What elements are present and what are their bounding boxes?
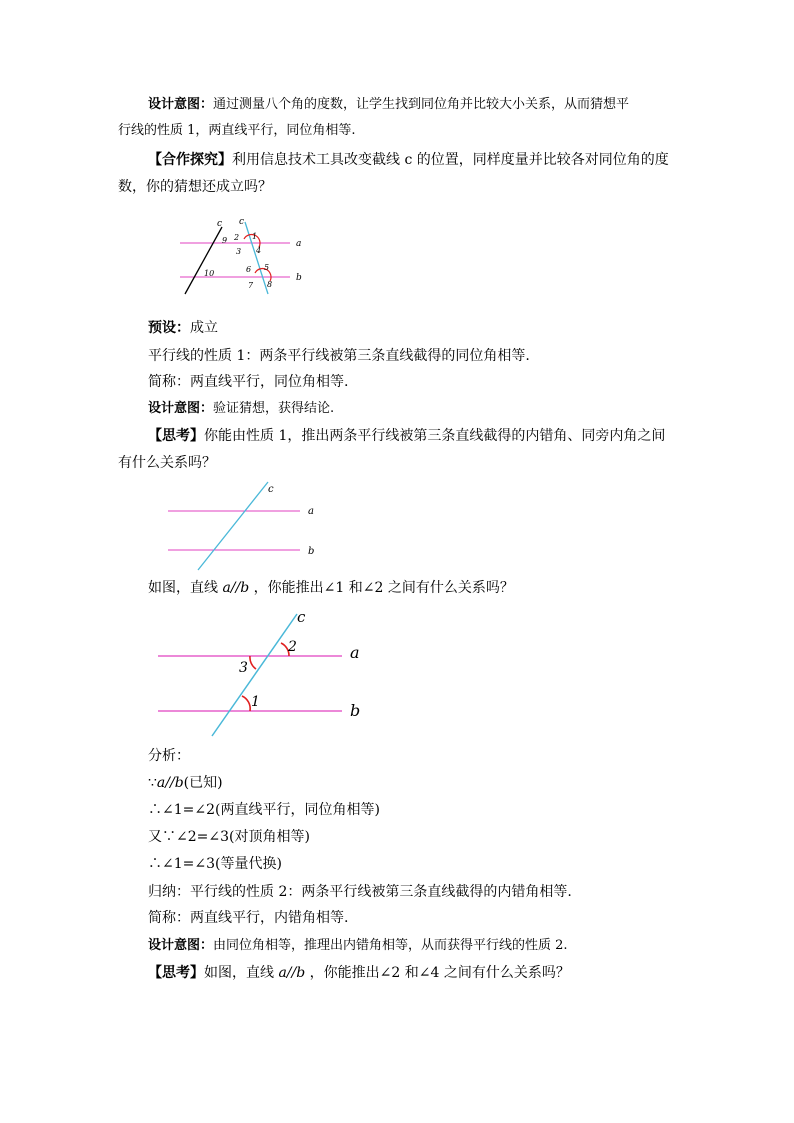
- preset-text: 成立: [190, 320, 218, 336]
- design-intent-text: 通过测量八个角的度数，让学生找到同位角并比较大小关系，从而猜想平: [213, 97, 630, 112]
- angle-arc-1: [242, 696, 250, 711]
- design-intent-label: 设计意图：: [148, 97, 214, 112]
- fig1-label: 5: [264, 263, 270, 272]
- parallel-notation: a//b: [222, 580, 250, 596]
- fig3-label: 1: [251, 694, 260, 710]
- think-2: [148, 963, 570, 983]
- fig3-label: b: [350, 701, 361, 720]
- preset-answer: [148, 318, 218, 338]
- preset-label: 预设：: [148, 320, 190, 336]
- because-symbol: ∵: [148, 775, 157, 791]
- fig3-label: a: [350, 643, 360, 662]
- fig1-label: 7: [248, 281, 254, 290]
- design-intent-text: 验证猜想，获得结论.: [213, 401, 335, 416]
- fig3-label: 3: [239, 660, 248, 676]
- design-intent-1-cont: 行线的性质 1，两直线平行，同位角相等.: [118, 123, 356, 138]
- think-text: 如图，直线: [204, 965, 279, 981]
- fig3-label: c: [297, 608, 306, 626]
- cooperative-inquiry-label: 【合作探究】: [148, 152, 232, 168]
- design-intent-label: 设计意图：: [148, 938, 214, 953]
- figure-two-transversals: [170, 212, 320, 302]
- think-label: 【思考】: [148, 965, 204, 981]
- think-text: 你能由性质 1，推出两条平行线被第三条直线截得的内错角、同旁内角之间: [204, 428, 666, 444]
- angle-arc-3: [250, 656, 256, 669]
- figure-parallel-transversal: [160, 478, 330, 574]
- property-1: 平行线的性质 1：两条平行线被第三条直线截得的同位角相等.: [148, 348, 530, 364]
- fig1-label: 3: [236, 247, 242, 256]
- fig1-label: 10: [204, 269, 215, 278]
- parallel-notation: a//b: [278, 965, 306, 981]
- design-intent-text: 由同位角相等，推理出内错角相等，从而获得平行线的性质 2.: [213, 938, 568, 953]
- fig1-label: b: [296, 273, 302, 283]
- fig1-label: 2: [234, 233, 240, 242]
- parallel-notation: a//b: [156, 775, 184, 791]
- analysis-title: 分析：: [148, 748, 190, 764]
- cooperative-inquiry: [148, 150, 669, 170]
- transversal-c: [212, 614, 297, 736]
- fig3-label: 2: [288, 639, 297, 655]
- question-text: 如图，直线: [148, 580, 223, 596]
- figure-angles-1-2-3: [150, 608, 380, 743]
- property-1-short: 简称：两直线平行，同位角相等.: [148, 374, 349, 390]
- design-intent-2: [148, 399, 334, 419]
- cooperative-inquiry-cont: 数，你的猜想还成立吗？: [118, 179, 272, 195]
- think-text: ，你能推出∠2 和∠4 之间有什么关系吗？: [305, 965, 570, 981]
- fig1-label: 1: [252, 232, 258, 241]
- property-2-short: 简称：两直线平行，内错角相等.: [148, 910, 349, 926]
- fig1-label: 6: [246, 265, 252, 274]
- analysis-line-2: ∴∠1=∠2(两直线平行，同位角相等): [148, 802, 380, 818]
- analysis-line-1: [148, 773, 223, 793]
- analysis-reason: (已知): [183, 775, 223, 791]
- design-intent-1: [148, 95, 629, 115]
- analysis-line-4: ∴∠1=∠3(等量代换): [148, 856, 282, 872]
- design-intent-3: [148, 936, 568, 956]
- fig1-label: 8: [267, 280, 273, 289]
- fig1-label: c: [239, 217, 245, 227]
- fig1-label: 4: [256, 246, 262, 255]
- transversal-c-left: [185, 227, 222, 294]
- fig2-label: b: [308, 546, 315, 557]
- cooperative-inquiry-text: 利用信息技术工具改变截线 c 的位置，同样度量并比较各对同位角的度: [232, 152, 669, 168]
- think-1-cont: 有什么关系吗？: [118, 455, 216, 471]
- question-angle-1-2: [148, 578, 514, 598]
- transversal-c: [198, 482, 268, 570]
- question-text: ，你能推出∠1 和∠2 之间有什么关系吗？: [249, 580, 514, 596]
- fig1-label: a: [296, 239, 302, 249]
- analysis-line-3: 又∵∠2=∠3(对顶角相等): [148, 829, 310, 845]
- property-2: 归纳：平行线的性质 2：两条平行线被第三条直线截得的内错角相等.: [148, 884, 572, 900]
- fig2-label: a: [308, 506, 314, 517]
- design-intent-label: 设计意图：: [148, 401, 214, 416]
- fig2-label: c: [268, 484, 274, 495]
- think-label: 【思考】: [148, 428, 204, 444]
- think-1: [148, 426, 665, 446]
- fig1-label: c: [217, 219, 223, 229]
- fig1-label: 9: [222, 236, 228, 245]
